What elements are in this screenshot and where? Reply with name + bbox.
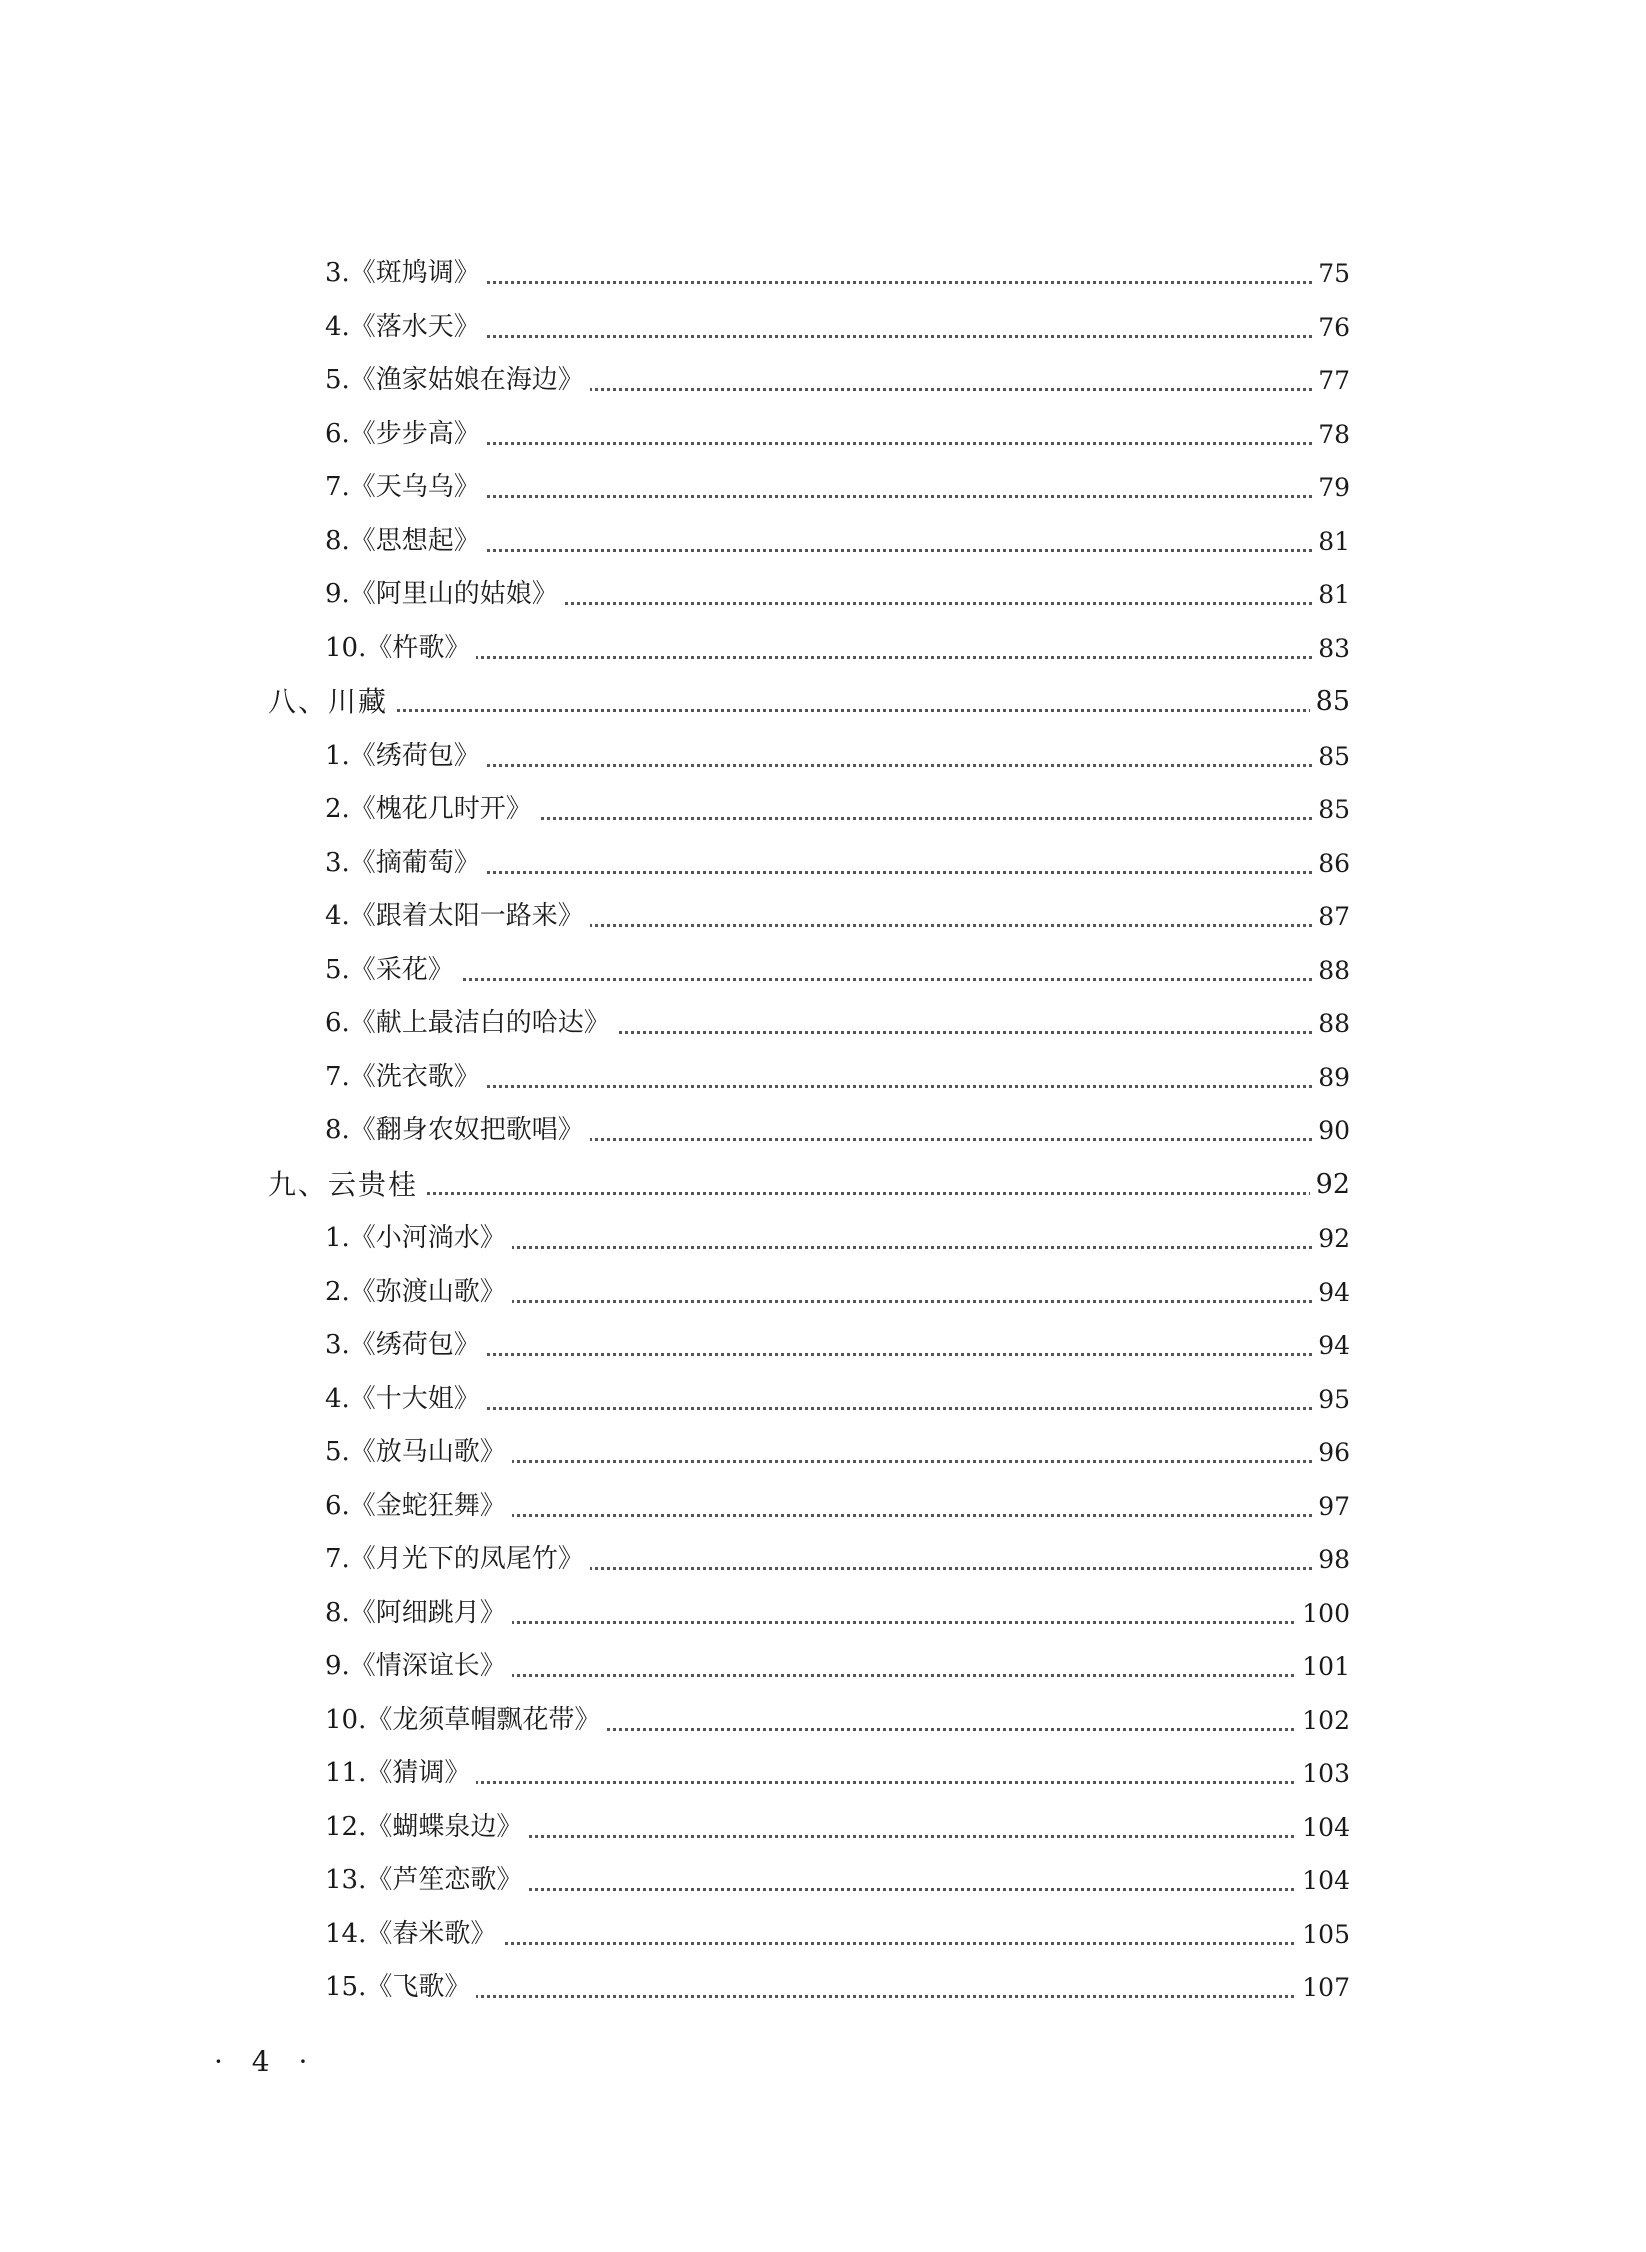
toc-entry-title: 3.《摘葡萄》 (325, 837, 486, 890)
toc-page-number: 88 (1312, 997, 1350, 1050)
toc-page-number: 88 (1312, 944, 1350, 997)
toc-page-number: 79 (1312, 461, 1350, 514)
toc-entry-title: 4.《十大姐》 (325, 1373, 486, 1426)
toc-entry-title: 3.《绣荷包》 (325, 1319, 486, 1372)
toc-entry-row[interactable] (0, 1747, 1646, 1801)
toc-entry-title: 8.《思想起》 (325, 515, 486, 568)
toc-entry-title: 2.《弥渡山歌》 (325, 1266, 512, 1319)
toc-entry-title: 9.《阿里山的姑娘》 (325, 568, 564, 621)
toc-page-number: 87 (1312, 890, 1350, 943)
toc-entry-title: 2.《槐花几时开》 (325, 783, 538, 836)
toc-entry-row[interactable] (0, 515, 1646, 569)
toc-entry-title: 14.《舂米歌》 (325, 1908, 502, 1961)
dot-leader (330, 1192, 1320, 1195)
toc-entry-title: 8.《翻身农奴把歌唱》 (325, 1104, 590, 1157)
toc-entry-row[interactable] (0, 568, 1646, 622)
toc-entry-row[interactable] (0, 1212, 1646, 1266)
toc-entry-row[interactable] (0, 247, 1646, 301)
toc-page-number: 75 (1312, 247, 1350, 300)
toc-entry-title: 6.《金蛇狂舞》 (325, 1480, 512, 1533)
toc-entry-title: 13.《芦笙恋歌》 (325, 1854, 528, 1907)
toc-page-number: 78 (1312, 408, 1350, 461)
toc-entry-title: 4.《落水天》 (325, 301, 486, 354)
toc-page-number: 86 (1312, 837, 1350, 890)
toc-page-number: 105 (1296, 1908, 1350, 1961)
toc-page-number: 107 (1296, 1961, 1350, 2014)
toc-entry-title: 8.《阿细跳月》 (325, 1587, 512, 1640)
toc-entry-row[interactable] (0, 997, 1646, 1051)
toc-entry-title: 10.《龙须草帽飘花带》 (325, 1694, 606, 1747)
toc-entry-row[interactable] (0, 944, 1646, 998)
toc-entry-row[interactable] (0, 1533, 1646, 1587)
toc-entry-row[interactable] (0, 354, 1646, 408)
toc-page-number: 92 (1310, 1158, 1350, 1211)
toc-entry-title: 15.《飞歌》 (325, 1961, 476, 2014)
toc-entry-row[interactable] (0, 1373, 1646, 1427)
toc-entry-row[interactable] (0, 1961, 1646, 2015)
toc-page-number: 89 (1312, 1051, 1350, 1104)
toc-entry-row[interactable] (0, 301, 1646, 355)
toc-entry-title: 11.《猜调》 (325, 1747, 476, 1800)
toc-entry-row[interactable] (0, 1694, 1646, 1748)
toc-entry-title: 5.《渔家姑娘在海边》 (325, 354, 590, 407)
toc-page-number: 81 (1312, 515, 1350, 568)
toc-entry-title: 5.《采花》 (325, 944, 460, 997)
toc-entry-title: 1.《绣荷包》 (325, 730, 486, 783)
toc-page-number: 83 (1312, 622, 1350, 675)
toc-entry-row[interactable] (0, 1051, 1646, 1105)
toc-page-number: 100 (1296, 1587, 1350, 1640)
toc-entry-title: 6.《步步高》 (325, 408, 486, 461)
toc-page-number: 104 (1296, 1854, 1350, 1907)
toc-page-number: 77 (1312, 354, 1350, 407)
toc-page-number: 104 (1296, 1801, 1350, 1854)
toc-section-title: 八、川藏 (268, 675, 394, 728)
toc-page-number: 81 (1312, 568, 1350, 621)
toc-page-number: 85 (1310, 675, 1350, 728)
dot-leader (330, 1995, 1320, 1998)
toc-page-number: 103 (1296, 1747, 1350, 1800)
toc-entry-title: 7.《月光下的凤尾竹》 (325, 1533, 590, 1586)
toc-entry-row[interactable] (0, 730, 1646, 784)
dot-leader (330, 709, 1320, 712)
toc-entry-row[interactable] (0, 1801, 1646, 1855)
toc-entry-row[interactable] (0, 890, 1646, 944)
toc-entry-row[interactable] (0, 1587, 1646, 1641)
toc-page-number: 90 (1312, 1104, 1350, 1157)
toc-page-number: 85 (1312, 783, 1350, 836)
dot-leader (330, 1781, 1320, 1784)
toc-page-number: 101 (1296, 1640, 1350, 1693)
toc-entry-title: 9.《情深谊长》 (325, 1640, 512, 1693)
toc-entry-row[interactable] (0, 1266, 1646, 1320)
toc-entry-row[interactable] (0, 837, 1646, 891)
toc-entry-row[interactable] (0, 1319, 1646, 1373)
toc-entry-row[interactable] (0, 1640, 1646, 1694)
toc-entry-title: 12.《蝴蝶泉边》 (325, 1801, 528, 1854)
toc-section-title: 九、云贵桂 (268, 1158, 424, 1211)
toc-entry-title: 1.《小河淌水》 (325, 1212, 512, 1265)
toc-page-number: 85 (1312, 730, 1350, 783)
toc-section-row[interactable] (0, 675, 1646, 730)
toc-page-number: 95 (1312, 1373, 1350, 1426)
toc-page-number: 94 (1312, 1319, 1350, 1372)
toc-entry-title: 6.《献上最洁白的哈达》 (325, 997, 616, 1050)
toc-page-number: 97 (1312, 1480, 1350, 1533)
page-number-footer: · 4 · (214, 2045, 318, 2078)
toc-entry-title: 4.《跟着太阳一路来》 (325, 890, 590, 943)
toc-page-number: 94 (1312, 1266, 1350, 1319)
toc-section-row[interactable] (0, 1158, 1646, 1213)
toc-entry-row[interactable] (0, 1908, 1646, 1962)
toc-page-number: 96 (1312, 1426, 1350, 1479)
toc-entry-row[interactable] (0, 622, 1646, 676)
toc-entry-row[interactable] (0, 461, 1646, 515)
dot-leader (330, 656, 1320, 659)
toc-entry-title: 10.《杵歌》 (325, 622, 476, 675)
table-of-contents (0, 247, 1646, 2015)
toc-entry-title: 7.《天乌乌》 (325, 461, 486, 514)
toc-page-number: 76 (1312, 301, 1350, 354)
toc-entry-row[interactable] (0, 783, 1646, 837)
toc-entry-row[interactable] (0, 1480, 1646, 1534)
toc-entry-row[interactable] (0, 1104, 1646, 1158)
toc-entry-title: 7.《洗衣歌》 (325, 1051, 486, 1104)
toc-entry-row[interactable] (0, 1426, 1646, 1480)
toc-entry-row[interactable] (0, 1854, 1646, 1908)
toc-entry-title: 3.《斑鸠调》 (325, 247, 486, 300)
dot-leader (330, 978, 1320, 981)
toc-page-number: 92 (1312, 1212, 1350, 1265)
toc-entry-row[interactable] (0, 408, 1646, 462)
toc-page-number: 98 (1312, 1533, 1350, 1586)
toc-page-number: 102 (1296, 1694, 1350, 1747)
toc-entry-title: 5.《放马山歌》 (325, 1426, 512, 1479)
